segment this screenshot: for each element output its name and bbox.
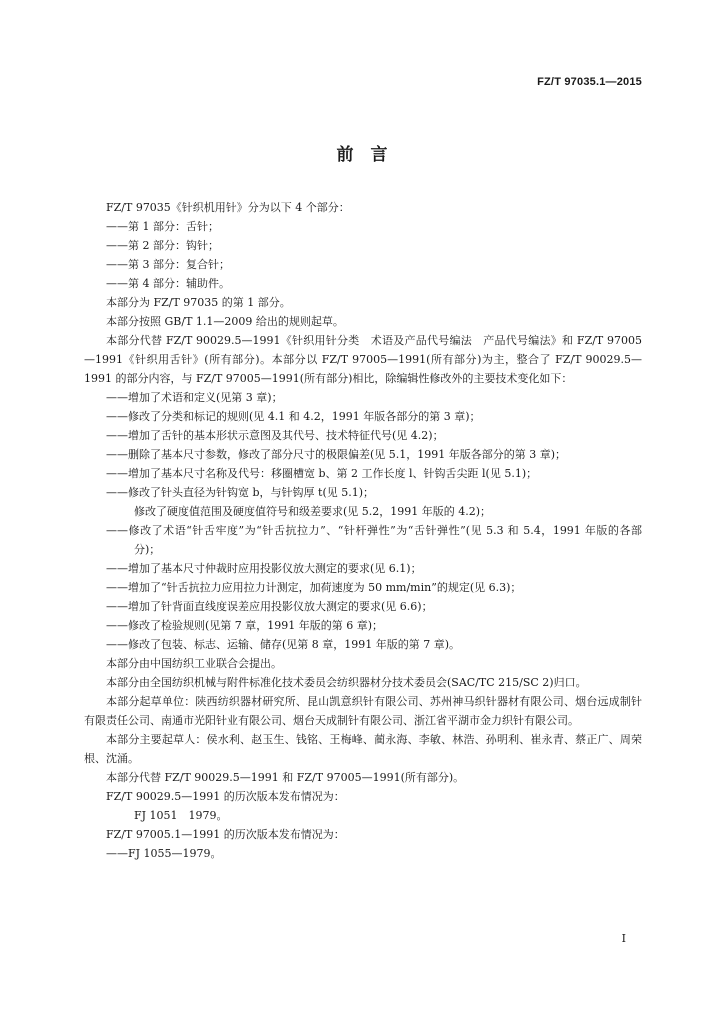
paragraph: 本部分由全国纺织机械与附件标准化技术委员会纺织器材分技术委员会(SAC/TC 215/SC 2)归口。 [106, 676, 587, 689]
page-number: I [621, 932, 626, 945]
paragraph: FZ/T 90029.5—1991 的历次版本发布情况为： [106, 790, 345, 803]
paragraph: 本部分由中国纺织工业联合会提出。 [106, 657, 282, 670]
paragraph: FJ 1051 1979。 [134, 809, 228, 822]
paragraph: 本部分代替 FZ/T 90029.5—1991 和 FZ/T 97005—1991(所有部分)。 [106, 771, 465, 784]
paragraph: ——FJ 1055—1979。 [106, 847, 222, 860]
paragraph: 本部分起草单位：陕西纺织器材研究所、昆山凯意织针有限公司、苏州神马织针器材有限公司、烟台远成制针有限责任公司、南通市光阳针业有限公司、烟台天成制针有限公司、浙江省平湖市金力织针有限公司。 [84, 695, 642, 727]
paragraph: ——增加了舌针的基本形状示意图及其代号、技术特征代号(见 4.2)； [106, 429, 444, 442]
paragraph: ——第 3 部分：复合针； [106, 258, 230, 271]
paragraph: ——第 2 部分：钩针； [106, 239, 219, 252]
paragraph: 本部分主要起草人：侯水利、赵玉生、钱铭、王梅峰、蔺永海、李敏、林浩、孙明利、崔永青、蔡正广、周荣根、沈涌。 [84, 733, 642, 765]
paragraph: ——修改了包装、标志、运输、储存(见第 8 章，1991 年版的第 7 章)。 [106, 638, 461, 651]
paragraph: ——增加了基本尺寸名称及代号：移圈槽宽 b、第 2 工作长度 l、针钩舌尖距 l(见 5.1)； [106, 467, 538, 480]
paragraph: ——增加了针背面直线度误差应用投影仪放大测定的要求(见 6.6)； [106, 600, 433, 613]
page-title: 前 言 [336, 145, 388, 165]
paragraph: 本部分按照 GB/T 1.1—2009 给出的规则起草。 [106, 315, 344, 328]
paragraph: ——修改了检验规则(见第 7 章，1991 年版的第 6 章)； [106, 619, 384, 632]
paragraph: ——增加了术语和定义(见第 3 章)； [106, 391, 283, 404]
paragraph: 本部分为 FZ/T 97035 的第 1 部分。 [106, 296, 291, 309]
paragraph: ——第 1 部分：舌针； [106, 220, 219, 233]
paragraph: ——修改了分类和标记的规则(见 4.1 和 4.2，1991 年版各部分的第 3 章)； [106, 410, 481, 423]
paragraph: ——删除了基本尺寸参数，修改了部分尺寸的极限偏差(见 5.1，1991 年版各部分的第 3 章)； [106, 448, 567, 461]
paragraph: ——修改了术语“针舌牢度”为“针舌抗拉力”、“针杆弹性”为“舌针弹性”(见 5.3 和 5.4，1991 年版的各部分)； [106, 524, 642, 556]
paragraph: ——增加了基本尺寸仲裁时应用投影仪放大测定的要求(见 6.1)； [106, 562, 422, 575]
paragraph: 修改了硬度值范围及硬度值符号和级差要求(见 5.2，1991 年版的 4.2)； [134, 505, 492, 518]
paragraph: ——第 4 部分：辅助件。 [106, 277, 230, 290]
paragraph: ——修改了针头直径为针钩宽 b，与针钩厚 t(见 5.1)； [106, 486, 375, 499]
paragraph: ——增加了“针舌抗拉力应用拉力计测定，加荷速度为 50 mm/min”的规定(见 6.3)； [106, 581, 522, 594]
document-body [84, 198, 642, 863]
paragraph: 本部分代替 FZ/T 90029.5—1991《针织用针分类 术语及产品代号编法 产品代号编法》和 FZ/T 97005—1991《针织用舌针》(所有部分)。本部分以 FZ/T 97005—1991(所有部分)为主，整合了 FZ/T 90029.5—1991 的部分内容，与 FZ/T 97005—1991(所有部分)相比，除编辑性修改外的主要技术变化如下： [84, 334, 642, 385]
paragraph: FZ/T 97005.1—1991 的历次版本发布情况为： [106, 828, 345, 841]
paragraph: FZ/T 97035《针织机用针》分为以下 4 个部分： [106, 201, 350, 214]
standard-number: FZ/T 97035.1—2015 [537, 76, 642, 88]
